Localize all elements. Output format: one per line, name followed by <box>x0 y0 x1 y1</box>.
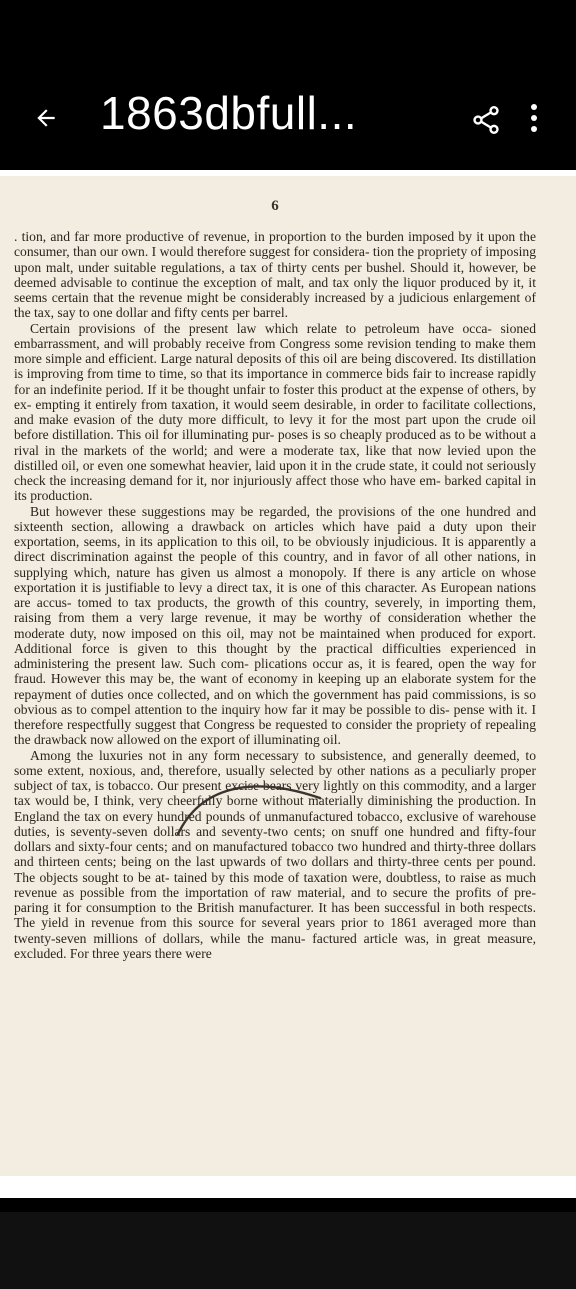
page-number: 6 <box>271 198 279 214</box>
bottom-bar <box>0 1198 576 1212</box>
paragraph: . tion, and far more productive of revenue, in proportion to the burden imposed by it upon the consumer, than our own. I would therefore suggest for considera- tion the propriety of imposing upon malt, under suitable regulations, a tax of thirty cents per bushel. Should it, however, be deemed advisable to continue the exception of malt, and tax only the liquor produced by it, it seems certain that the revenue might be considerably increased by a judicious enlargement of the tax, say to one dollar and fifty cents per barrel. <box>14 229 536 321</box>
arrow-left-icon <box>33 105 59 131</box>
paragraph: Among the luxuries not in any form necessary to subsistence, and generally deemed, to some extent, noxious, and, therefore, usually selected by other nations as a peculiarly proper subject of tax, is tobacco. Our present excise bears very lightly on this commodity, and a larger tax would be, I think, very cheerfully borne without materially diminishing the production. In England the tax on every hundred pounds of unmanufactured tobacco, exclusive of warehouse duties, is seventy-seven dollars and seventy-two cents; on snuff one hundred and fifty-four dollars and sixty-four cents; and on manufactured tobacco two hundred and thirty-three dollars and thirteen cents; being on the last upwards of two dollars and thirty-three cents per pound. The objects sought to be at- tained by this mode of taxation were, doubtless, to raise as much revenue as possible from the importation of raw material, and to secure the profits of pre- paring it for consumption to the British manufacturer. It has been successful in both respects. The yield in revenue from this source for several years prior to 1861 averaged more than twenty-seven millions of dollars, while the manu- factured article was, in great measure, excluded. For three years there were <box>14 747 536 961</box>
document-viewer[interactable] <box>0 170 576 1189</box>
paragraph: But however these suggestions may be regarded, the provisions of the one hundred and sixteenth section, allowing a drawback on articles which have paid a duty upon their exportation, seems, in its application to this oil, to be obviously injudicious. It is apparently a direct discrimination against the people of this country, and in favor of all other nations, in supplying which, nature has given us almost a monopoly. If there is any article on whose exportation it is justifiable to levy a direct tax, it is one of this character. As European nations are accus- tomed to tax products, the growth of this country, severely, in importing them, raising from them a very large revenue, it may be worthy of consideration whether the moderate duty, now imposed on this oil, may not be maintained when produced for export. Additional force is given to this thought by the practical difficulties experienced in administering the present law. Such com- plications occur as, it is feared, open the way for fraud. However this may be, the want of economy in keeping up an elaborate system for the repayment of duties once collected, and on which the government has paid commissions, is so obvious as to compel attention to the inquiry how far it may be possible to dis- pense with it. I therefore respectfully suggest that Congress be requested to consider the propriety of repealing the drawback now allowed on the export of illuminating oil. <box>14 503 536 748</box>
system-navigation-bar <box>0 1212 576 1289</box>
document-page <box>0 176 576 1176</box>
ink-mark <box>170 768 330 838</box>
share-icon <box>470 103 502 137</box>
share-button[interactable] <box>464 100 508 140</box>
more-options-button[interactable] <box>522 98 546 138</box>
back-button[interactable] <box>28 96 64 140</box>
app-bar <box>0 0 576 170</box>
document-title: 1863dbfull... <box>100 87 358 139</box>
paragraph: Certain provisions of the present law which relate to petroleum have occa- sioned embarrassment, and will probably receive from Congress some revision tending to make them more simple and efficient. Large natural deposits of this oil are being discovered. Its distillation is improving from time to time, so that its importance in commerce bids fair to increase rapidly for an indefinite period. If it be thought unfair to foster this product at the expense of others, by ex- empting it entirely from taxation, it would seem desirable, in order to facilitate collections, and make evasion of the duty more difficult, to levy it for the most part upon the crude oil before distillation. This oil for illuminating pur- poses is so cheaply produced as to be without a rival in the markets of the world; and were a moderate tax, like that now levied upon the distilled oil, or even one somewhat heavier, laid upon it in the crude state, it could not seriously check the increasing demand for it, nor injuriously affect those who have em- barked capital in its production. <box>14 320 536 504</box>
more-vert-icon <box>529 103 539 133</box>
